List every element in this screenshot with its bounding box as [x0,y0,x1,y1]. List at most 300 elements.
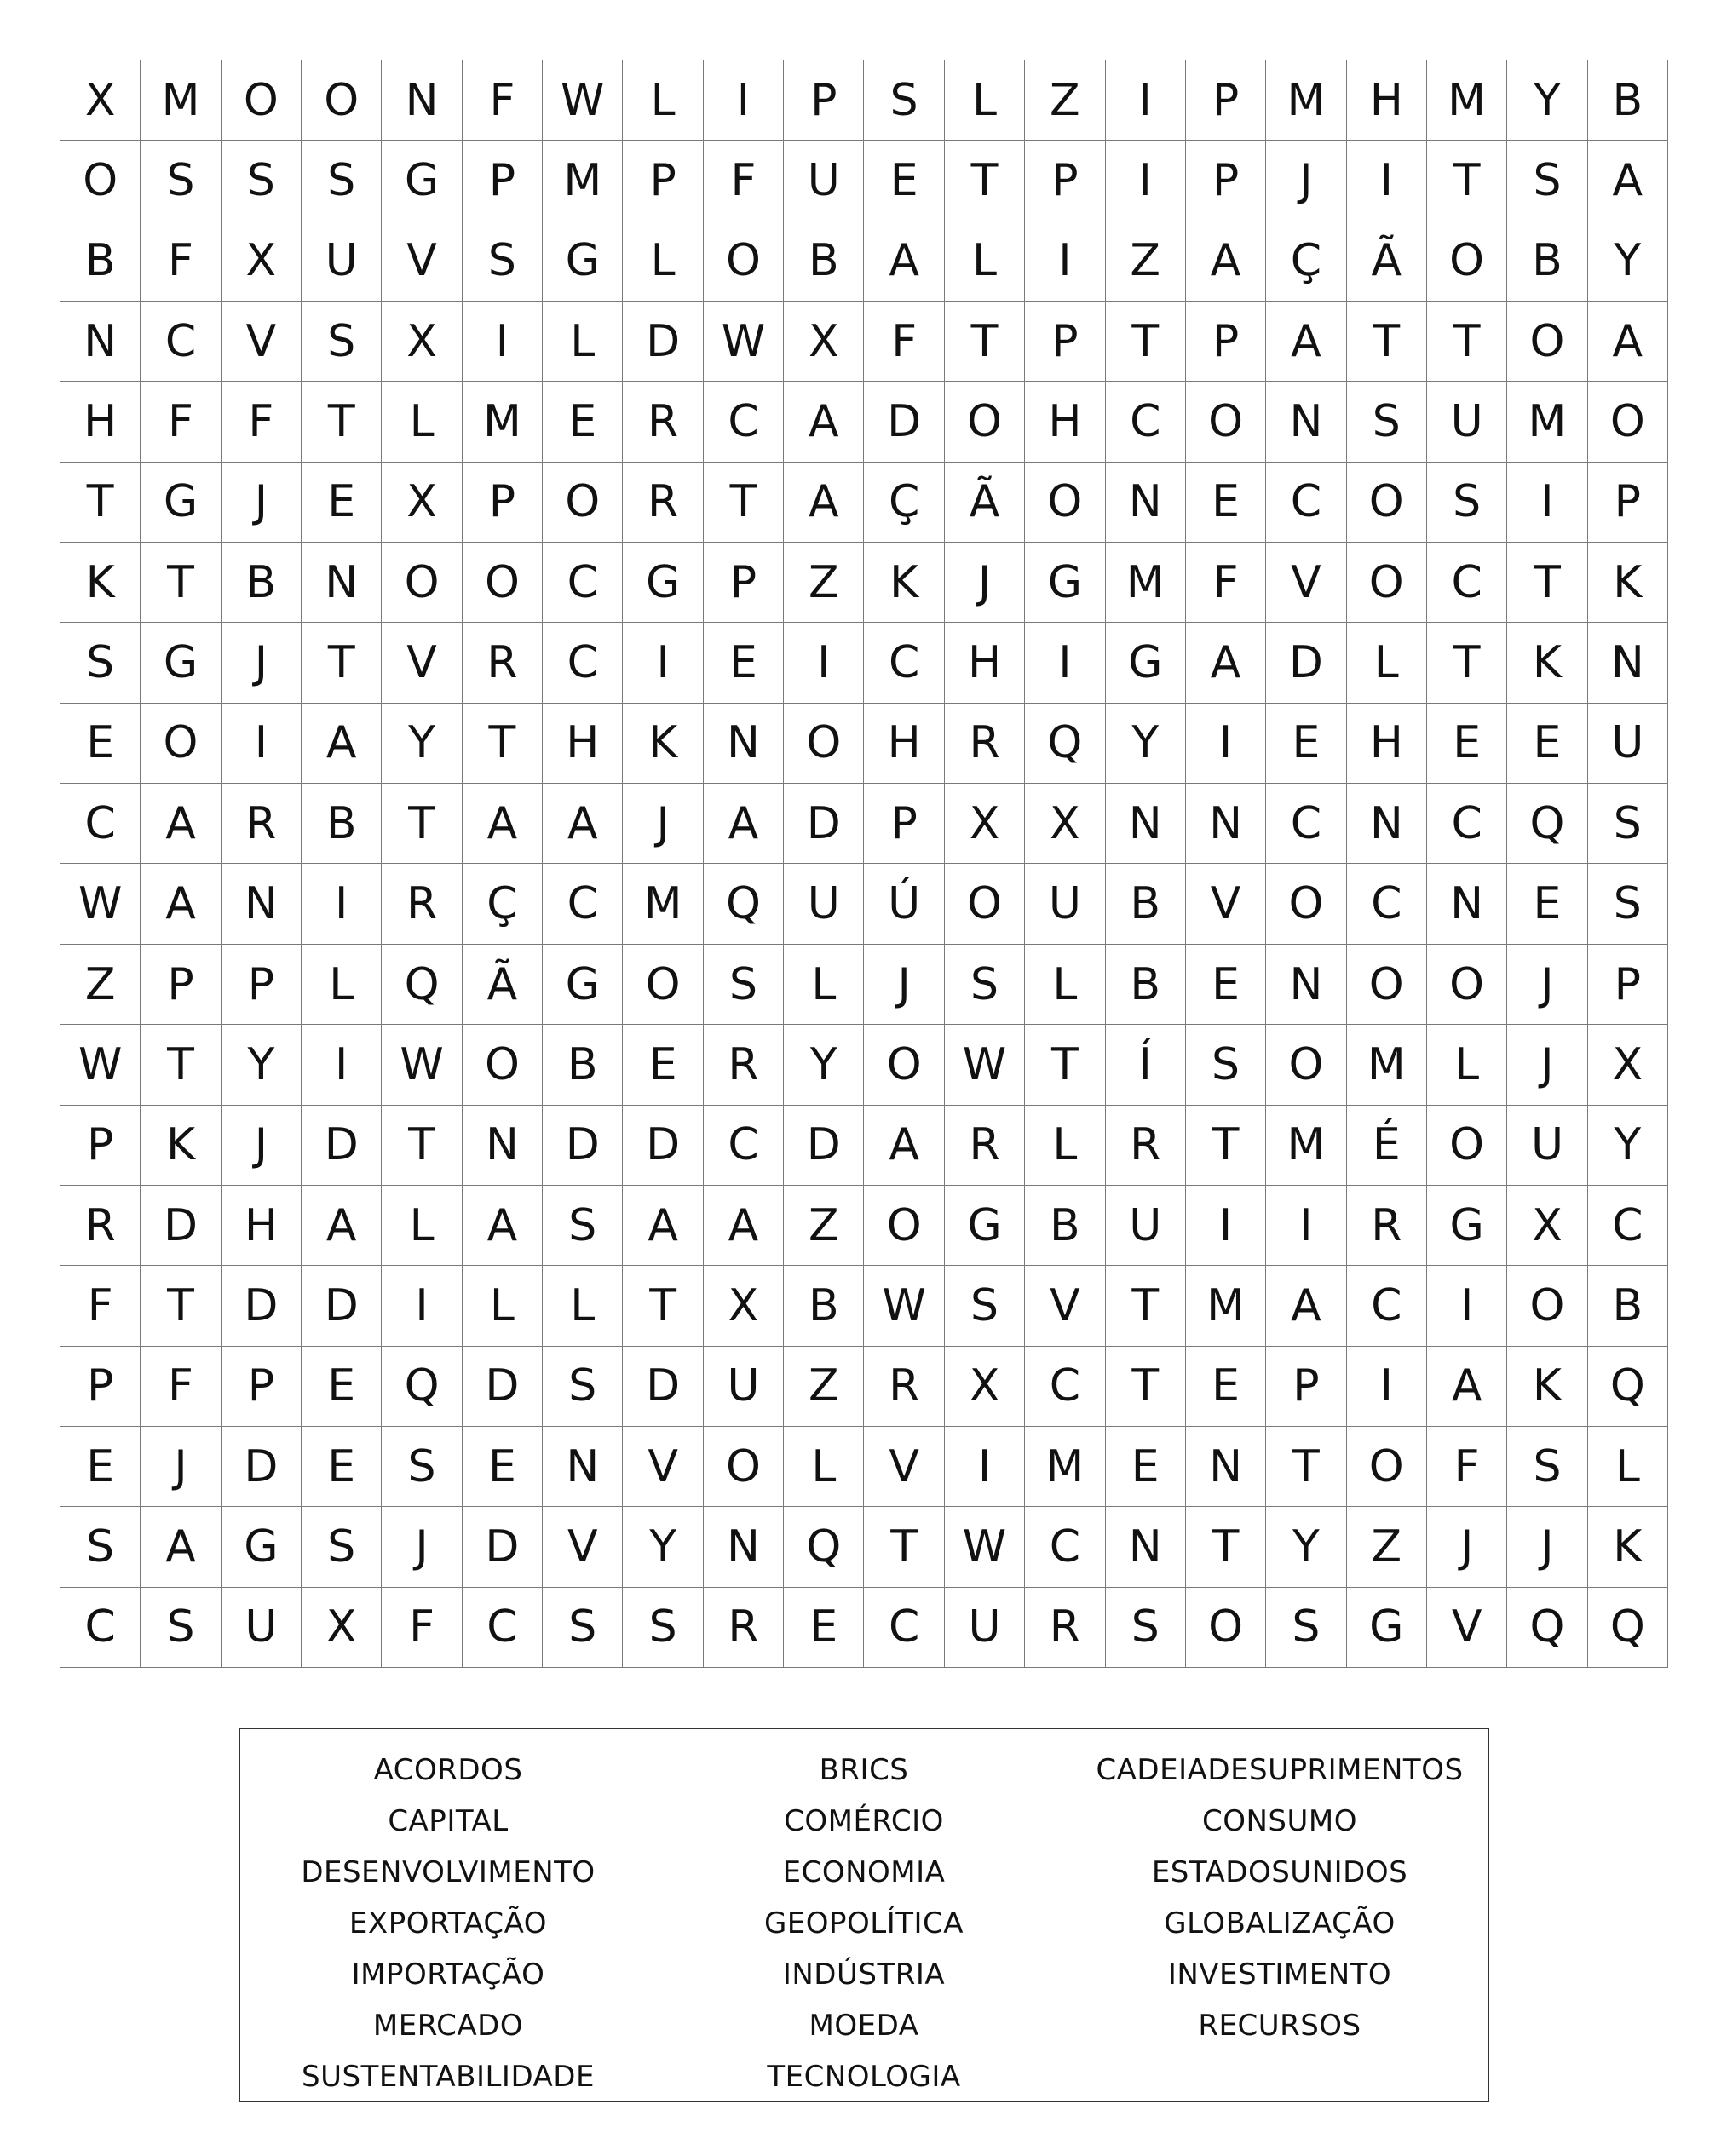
grid-cell[interactable]: D [222,1266,302,1346]
grid-cell[interactable]: L [784,1427,864,1507]
grid-cell[interactable]: C [1588,1186,1668,1266]
grid-cell[interactable]: T [1106,1347,1186,1427]
grid-cell[interactable]: L [543,1266,623,1346]
grid-cell[interactable]: Q [784,1507,864,1587]
grid-cell[interactable]: C [1025,1347,1105,1427]
grid-cell[interactable]: J [864,945,944,1025]
grid-cell[interactable]: N [222,864,302,944]
grid-cell[interactable]: S [1186,1025,1266,1105]
grid-cell[interactable]: B [543,1025,623,1105]
grid-cell[interactable]: A [864,1106,944,1186]
grid-cell[interactable]: R [623,463,703,543]
grid-cell[interactable]: Ã [463,945,543,1025]
grid-cell[interactable]: O [141,704,221,784]
grid-cell[interactable]: E [302,463,382,543]
grid-cell[interactable]: Z [1106,221,1186,302]
grid-cell[interactable]: E [1427,704,1507,784]
grid-cell[interactable]: F [463,60,543,141]
grid-cell[interactable]: Q [1025,704,1105,784]
grid-cell[interactable]: É [1347,1106,1427,1186]
grid-cell[interactable]: S [1588,864,1668,944]
grid-cell[interactable]: N [1186,1427,1266,1507]
grid-cell[interactable]: A [1588,141,1668,221]
grid-cell[interactable]: Y [222,1025,302,1105]
grid-cell[interactable]: X [382,302,462,382]
grid-cell[interactable]: Q [382,1347,462,1427]
grid-cell[interactable]: P [1025,302,1105,382]
grid-cell[interactable]: S [543,1347,623,1427]
grid-cell[interactable]: J [222,1106,302,1186]
grid-cell[interactable]: L [1347,623,1427,703]
grid-cell[interactable]: J [1507,1025,1587,1105]
grid-cell[interactable]: S [864,60,944,141]
grid-cell[interactable]: G [543,221,623,302]
grid-cell[interactable]: U [302,221,382,302]
grid-cell[interactable]: S [1507,141,1587,221]
grid-cell[interactable]: I [1186,704,1266,784]
grid-cell[interactable]: B [1507,221,1587,302]
grid-cell[interactable]: W [382,1025,462,1105]
grid-cell[interactable]: Ç [1266,221,1346,302]
grid-cell[interactable]: W [945,1507,1025,1587]
grid-cell[interactable]: O [1347,945,1427,1025]
grid-cell[interactable]: N [1588,623,1668,703]
grid-cell[interactable]: D [543,1106,623,1186]
grid-cell[interactable]: O [463,1025,543,1105]
grid-cell[interactable]: M [1347,1025,1427,1105]
grid-cell[interactable]: V [1025,1266,1105,1346]
grid-cell[interactable]: U [1507,1106,1587,1186]
grid-cell[interactable]: S [382,1427,462,1507]
grid-cell[interactable]: G [945,1186,1025,1266]
grid-cell[interactable]: K [1588,543,1668,623]
grid-cell[interactable]: O [864,1186,944,1266]
grid-cell[interactable]: L [1427,1025,1507,1105]
grid-cell[interactable]: A [1186,623,1266,703]
grid-cell[interactable]: W [704,302,784,382]
grid-cell[interactable]: O [1186,382,1266,462]
grid-cell[interactable]: T [302,623,382,703]
grid-cell[interactable]: I [1106,60,1186,141]
grid-cell[interactable]: O [784,704,864,784]
grid-cell[interactable]: T [1025,1025,1105,1105]
grid-cell[interactable]: O [60,141,141,221]
grid-cell[interactable]: S [1347,382,1427,462]
grid-cell[interactable]: C [1025,1507,1105,1587]
grid-cell[interactable]: V [864,1427,944,1507]
grid-cell[interactable]: P [1588,945,1668,1025]
grid-cell[interactable]: G [141,463,221,543]
grid-cell[interactable]: N [1266,945,1346,1025]
grid-cell[interactable]: C [463,1588,543,1668]
grid-cell[interactable]: P [463,463,543,543]
grid-cell[interactable]: D [784,1106,864,1186]
grid-cell[interactable]: L [382,1186,462,1266]
grid-cell[interactable]: M [141,60,221,141]
grid-cell[interactable]: S [945,945,1025,1025]
grid-cell[interactable]: U [222,1588,302,1668]
grid-cell[interactable]: M [1427,60,1507,141]
grid-cell[interactable]: Ã [945,463,1025,543]
grid-cell[interactable]: U [784,141,864,221]
grid-cell[interactable]: C [1266,784,1346,864]
grid-cell[interactable]: F [704,141,784,221]
grid-cell[interactable]: S [60,623,141,703]
grid-cell[interactable]: Y [382,704,462,784]
grid-cell[interactable]: N [1427,864,1507,944]
grid-cell[interactable]: F [141,382,221,462]
grid-cell[interactable]: E [1186,945,1266,1025]
grid-cell[interactable]: G [543,945,623,1025]
grid-cell[interactable]: E [864,141,944,221]
grid-cell[interactable]: T [1186,1507,1266,1587]
grid-cell[interactable]: P [704,543,784,623]
grid-cell[interactable]: K [141,1106,221,1186]
grid-cell[interactable]: E [704,623,784,703]
grid-cell[interactable]: S [1266,1588,1346,1668]
grid-cell[interactable]: B [60,221,141,302]
grid-cell[interactable]: P [463,141,543,221]
grid-cell[interactable]: Y [1106,704,1186,784]
grid-cell[interactable]: U [1025,864,1105,944]
grid-cell[interactable]: N [60,302,141,382]
grid-cell[interactable]: O [1347,543,1427,623]
grid-cell[interactable]: F [141,221,221,302]
grid-cell[interactable]: N [382,60,462,141]
grid-cell[interactable]: Z [1025,60,1105,141]
grid-cell[interactable]: P [623,141,703,221]
grid-cell[interactable]: R [60,1186,141,1266]
grid-cell[interactable]: Q [382,945,462,1025]
grid-cell[interactable]: R [1347,1186,1427,1266]
grid-cell[interactable]: T [1186,1106,1266,1186]
grid-cell[interactable]: Ã [1347,221,1427,302]
grid-cell[interactable]: S [1427,463,1507,543]
grid-cell[interactable]: I [704,60,784,141]
grid-cell[interactable]: P [60,1347,141,1427]
grid-cell[interactable]: D [463,1507,543,1587]
grid-cell[interactable]: J [222,623,302,703]
grid-cell[interactable]: K [1507,623,1587,703]
grid-cell[interactable]: R [704,1588,784,1668]
grid-cell[interactable]: O [543,463,623,543]
grid-cell[interactable]: Ú [864,864,944,944]
grid-cell[interactable]: A [704,784,784,864]
grid-cell[interactable]: A [1588,302,1668,382]
grid-cell[interactable]: C [141,302,221,382]
grid-cell[interactable]: J [623,784,703,864]
grid-cell[interactable]: L [623,221,703,302]
grid-cell[interactable]: E [463,1427,543,1507]
grid-cell[interactable]: L [1025,945,1105,1025]
grid-cell[interactable]: S [543,1588,623,1668]
grid-cell[interactable]: Y [1588,1106,1668,1186]
grid-cell[interactable]: O [1347,463,1427,543]
grid-cell[interactable]: G [1427,1186,1507,1266]
grid-cell[interactable]: Y [1507,60,1587,141]
grid-cell[interactable]: P [60,1106,141,1186]
grid-cell[interactable]: V [543,1507,623,1587]
grid-cell[interactable]: I [1266,1186,1346,1266]
grid-cell[interactable]: D [141,1186,221,1266]
grid-cell[interactable]: A [1427,1347,1507,1427]
grid-cell[interactable]: A [864,221,944,302]
grid-cell[interactable]: O [704,1427,784,1507]
grid-cell[interactable]: H [222,1186,302,1266]
grid-cell[interactable]: S [543,1186,623,1266]
grid-cell[interactable]: P [1588,463,1668,543]
grid-cell[interactable]: K [1507,1347,1587,1427]
grid-cell[interactable]: S [945,1266,1025,1346]
grid-cell[interactable]: J [1507,945,1587,1025]
grid-cell[interactable]: A [1186,221,1266,302]
grid-cell[interactable]: X [1025,784,1105,864]
grid-cell[interactable]: J [382,1507,462,1587]
grid-cell[interactable]: L [1588,1427,1668,1507]
grid-cell[interactable]: D [1266,623,1346,703]
grid-cell[interactable]: G [222,1507,302,1587]
grid-cell[interactable]: M [1266,60,1346,141]
grid-cell[interactable]: J [1266,141,1346,221]
grid-cell[interactable]: V [1266,543,1346,623]
grid-cell[interactable]: D [302,1106,382,1186]
grid-cell[interactable]: E [1106,1427,1186,1507]
grid-cell[interactable]: E [60,1427,141,1507]
grid-cell[interactable]: H [1347,60,1427,141]
grid-cell[interactable]: R [222,784,302,864]
grid-cell[interactable]: X [302,1588,382,1668]
grid-cell[interactable]: C [704,382,784,462]
grid-cell[interactable]: R [1025,1588,1105,1668]
grid-cell[interactable]: T [382,1106,462,1186]
grid-cell[interactable]: Ç [463,864,543,944]
grid-cell[interactable]: T [864,1507,944,1587]
grid-cell[interactable]: T [60,463,141,543]
grid-cell[interactable]: V [623,1427,703,1507]
grid-cell[interactable]: Y [1266,1507,1346,1587]
grid-cell[interactable]: I [945,1427,1025,1507]
grid-cell[interactable]: L [382,382,462,462]
grid-cell[interactable]: C [1347,864,1427,944]
grid-cell[interactable]: N [1347,784,1427,864]
grid-cell[interactable]: O [1186,1588,1266,1668]
grid-cell[interactable]: Z [784,543,864,623]
grid-cell[interactable]: B [1106,945,1186,1025]
grid-cell[interactable]: X [704,1266,784,1346]
grid-cell[interactable]: U [784,864,864,944]
grid-cell[interactable]: A [1266,1266,1346,1346]
grid-cell[interactable]: Q [1507,1588,1587,1668]
grid-cell[interactable]: T [1347,302,1427,382]
grid-cell[interactable]: Q [704,864,784,944]
grid-cell[interactable]: A [463,1186,543,1266]
grid-cell[interactable]: R [623,382,703,462]
grid-cell[interactable]: X [222,221,302,302]
grid-cell[interactable]: F [382,1588,462,1668]
grid-cell[interactable]: S [60,1507,141,1587]
grid-cell[interactable]: C [1347,1266,1427,1346]
grid-cell[interactable]: O [382,543,462,623]
grid-cell[interactable]: S [1507,1427,1587,1507]
grid-cell[interactable]: P [222,1347,302,1427]
grid-cell[interactable]: V [1186,864,1266,944]
grid-cell[interactable]: P [1186,141,1266,221]
grid-cell[interactable]: A [704,1186,784,1266]
grid-cell[interactable]: E [302,1347,382,1427]
grid-cell[interactable]: O [945,382,1025,462]
grid-cell[interactable]: I [1347,1347,1427,1427]
grid-cell[interactable]: S [222,141,302,221]
grid-cell[interactable]: N [1106,463,1186,543]
grid-cell[interactable]: T [141,543,221,623]
grid-cell[interactable]: O [302,60,382,141]
grid-cell[interactable]: W [945,1025,1025,1105]
grid-cell[interactable]: O [1025,463,1105,543]
grid-cell[interactable]: T [141,1266,221,1346]
grid-cell[interactable]: T [1106,302,1186,382]
grid-cell[interactable]: O [1507,1266,1587,1346]
grid-cell[interactable]: W [60,864,141,944]
grid-cell[interactable]: B [1588,60,1668,141]
grid-cell[interactable]: Z [784,1347,864,1427]
grid-cell[interactable]: H [60,382,141,462]
grid-cell[interactable]: M [1266,1106,1346,1186]
grid-cell[interactable]: Z [1347,1507,1427,1587]
grid-cell[interactable]: C [864,623,944,703]
grid-cell[interactable]: X [382,463,462,543]
grid-cell[interactable]: O [1427,221,1507,302]
grid-cell[interactable]: H [543,704,623,784]
grid-cell[interactable]: N [704,1507,784,1587]
grid-cell[interactable]: P [1186,302,1266,382]
grid-cell[interactable]: B [1025,1186,1105,1266]
grid-cell[interactable]: U [704,1347,784,1427]
grid-cell[interactable]: B [1588,1266,1668,1346]
grid-cell[interactable]: F [1186,543,1266,623]
grid-cell[interactable]: A [784,382,864,462]
grid-cell[interactable]: N [1106,1507,1186,1587]
grid-cell[interactable]: U [1106,1186,1186,1266]
grid-cell[interactable]: K [623,704,703,784]
grid-cell[interactable]: E [1186,1347,1266,1427]
grid-cell[interactable]: O [704,221,784,302]
grid-cell[interactable]: R [945,704,1025,784]
grid-cell[interactable]: Í [1106,1025,1186,1105]
grid-cell[interactable]: O [222,60,302,141]
grid-cell[interactable]: D [784,784,864,864]
grid-cell[interactable]: L [784,945,864,1025]
grid-cell[interactable]: S [704,945,784,1025]
grid-cell[interactable]: G [141,623,221,703]
grid-cell[interactable]: N [302,543,382,623]
grid-cell[interactable]: N [543,1427,623,1507]
grid-cell[interactable]: A [463,784,543,864]
grid-cell[interactable]: I [784,623,864,703]
grid-cell[interactable]: O [623,945,703,1025]
grid-cell[interactable]: S [1588,784,1668,864]
grid-cell[interactable]: I [382,1266,462,1346]
grid-cell[interactable]: E [1507,864,1587,944]
grid-cell[interactable]: I [1025,221,1105,302]
grid-cell[interactable]: P [222,945,302,1025]
grid-cell[interactable]: S [141,141,221,221]
grid-cell[interactable]: M [1025,1427,1105,1507]
grid-cell[interactable]: A [1266,302,1346,382]
grid-cell[interactable]: R [864,1347,944,1427]
grid-cell[interactable]: N [1186,784,1266,864]
grid-cell[interactable]: N [1266,382,1346,462]
grid-cell[interactable]: V [222,302,302,382]
grid-cell[interactable]: T [1427,302,1507,382]
grid-cell[interactable]: C [543,864,623,944]
grid-cell[interactable]: V [382,623,462,703]
grid-cell[interactable]: A [543,784,623,864]
grid-cell[interactable]: I [302,1025,382,1105]
grid-cell[interactable]: D [302,1266,382,1346]
grid-cell[interactable]: L [623,60,703,141]
grid-cell[interactable]: S [302,302,382,382]
grid-cell[interactable]: C [1106,382,1186,462]
grid-cell[interactable]: D [463,1347,543,1427]
grid-cell[interactable]: X [1507,1186,1587,1266]
grid-cell[interactable]: D [222,1427,302,1507]
grid-cell[interactable]: T [382,784,462,864]
grid-cell[interactable]: P [1186,60,1266,141]
grid-cell[interactable]: A [784,463,864,543]
grid-cell[interactable]: Ç [864,463,944,543]
grid-cell[interactable]: A [141,1507,221,1587]
grid-cell[interactable]: T [1507,543,1587,623]
grid-cell[interactable]: A [141,864,221,944]
grid-cell[interactable]: R [463,623,543,703]
grid-cell[interactable]: O [1266,1025,1346,1105]
grid-cell[interactable]: Z [784,1186,864,1266]
grid-cell[interactable]: N [1106,784,1186,864]
grid-cell[interactable]: S [623,1588,703,1668]
grid-cell[interactable]: O [864,1025,944,1105]
grid-cell[interactable]: D [623,302,703,382]
grid-cell[interactable]: X [784,302,864,382]
grid-cell[interactable]: E [1507,704,1587,784]
grid-cell[interactable]: L [945,60,1025,141]
grid-cell[interactable]: V [382,221,462,302]
grid-cell[interactable]: R [945,1106,1025,1186]
grid-cell[interactable]: O [1588,382,1668,462]
grid-cell[interactable]: O [1507,302,1587,382]
grid-cell[interactable]: M [1507,382,1587,462]
grid-cell[interactable]: W [864,1266,944,1346]
grid-cell[interactable]: U [945,1588,1025,1668]
grid-cell[interactable]: Y [623,1507,703,1587]
grid-cell[interactable]: J [1507,1507,1587,1587]
grid-cell[interactable]: S [141,1588,221,1668]
grid-cell[interactable]: B [222,543,302,623]
grid-cell[interactable]: B [1106,864,1186,944]
grid-cell[interactable]: I [1106,141,1186,221]
grid-cell[interactable]: I [1347,141,1427,221]
grid-cell[interactable]: U [1427,382,1507,462]
grid-cell[interactable]: E [60,704,141,784]
grid-cell[interactable]: S [463,221,543,302]
grid-cell[interactable]: M [543,141,623,221]
grid-cell[interactable]: C [1266,463,1346,543]
grid-cell[interactable]: P [1025,141,1105,221]
grid-cell[interactable]: O [463,543,543,623]
grid-cell[interactable]: P [864,784,944,864]
grid-cell[interactable]: T [1106,1266,1186,1346]
grid-cell[interactable]: J [141,1427,221,1507]
grid-cell[interactable]: K [1588,1507,1668,1587]
